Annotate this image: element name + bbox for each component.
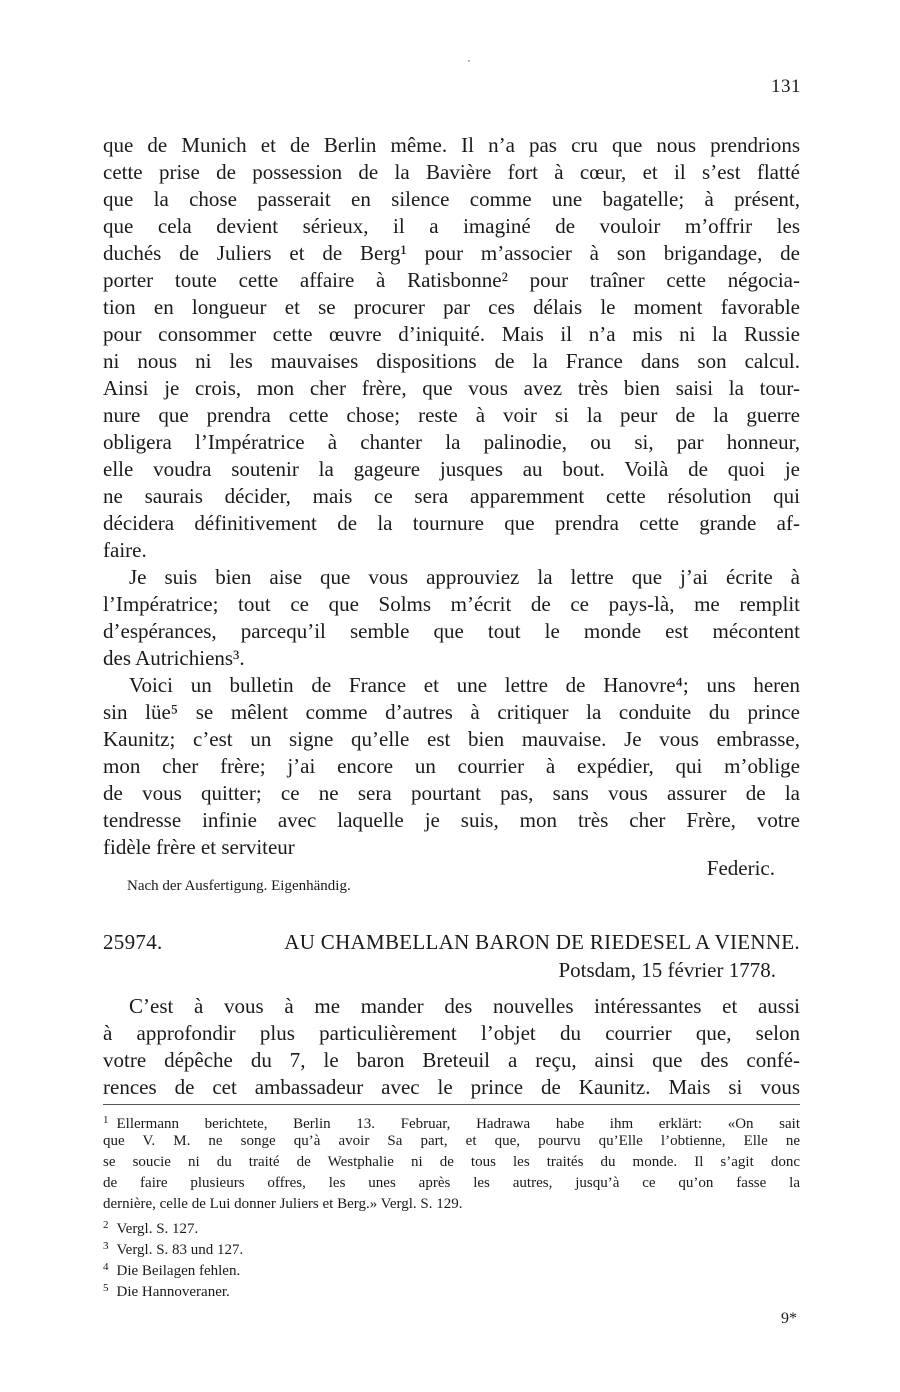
body-line: ni nous ni les mauvaises dispositions de la France dans son calcul.	[103, 349, 800, 373]
body-line: ne saurais décider, mais ce sera apparemment cette résolution qui	[103, 484, 800, 508]
body-line: des Autrichiens³.	[103, 646, 245, 670]
body-line: tion en longueur et se procurer par ces délais le moment favorable	[103, 295, 800, 319]
footnote-mark: 1	[103, 1114, 109, 1126]
body-line: mon cher frère; j’ai encore un courrier à expédier, qui m’oblige	[103, 754, 800, 778]
letter-body-previous	[103, 132, 800, 861]
printer-signature-mark: 9*	[781, 1310, 797, 1327]
footnote-mark: 4	[103, 1261, 109, 1273]
body-line: décidera définitivement de la tournure que prendra cette grande af-	[103, 511, 800, 535]
body-line: pour consommer cette œuvre d’iniquité. Mais il n’a mis ni la Russie	[103, 322, 800, 346]
place-date: Potsdam, 15 février 1778.	[558, 958, 776, 982]
body-line: que cela devient sérieux, il a imaginé de vouloir m’offrir les	[103, 214, 800, 238]
footnote-1-line: que V. M. ne songe qu’à avoir Sa part, et que, pourvu qu’Elle l’obtienne, Elle ne	[103, 1133, 800, 1149]
footnote-4	[103, 1257, 800, 1278]
footnote-1-line: dernière, celle de Lui donner Juliers et Berg.» Vergl. S. 129.	[103, 1196, 463, 1212]
body-line: de vous quitter; ce ne sera pourtant pas, sans vous assurer de la	[103, 781, 800, 805]
body-line: Kaunitz; c’est un signe qu’elle est bien mauvaise. Je vous embrasse,	[103, 727, 800, 751]
body-line: elle voudra soutenir la gageure jusques au bout. Voilà de quoi je	[103, 457, 800, 481]
footnote-1-line: de faire plusieurs offres, les unes après les autres, jusqu’à ce qu’on fasse la	[103, 1175, 800, 1191]
footnote-3	[103, 1236, 800, 1257]
footnote-text: Vergl. S. 127.	[116, 1221, 199, 1236]
body-line: que de Munich et de Berlin même. Il n’a pas cru que nous prendrions	[103, 133, 800, 157]
letter-title: AU CHAMBELLAN BARON DE RIEDESEL A VIENNE.	[284, 930, 800, 954]
body-line: obligera l’Impératrice à chanter la palinodie, ou si, par honneur,	[103, 430, 800, 454]
source-note: Nach der Ausfertigung. Eigenhändig.	[127, 878, 351, 894]
margin-dot	[468, 60, 470, 62]
footnote-1-line: se soucie ni du traité de Westphalie ni de tous les traités du monde. Il s’agit donc	[103, 1154, 800, 1170]
footnote-text: Ellermann berichtete, Berlin 13. Februar, Hadrawa habe ihm erklärt: «On sait	[116, 1116, 800, 1131]
signature: Federic.	[706, 856, 775, 880]
body-line: duchés de Juliers et de Berg¹ pour m’associer à son brigandage, de	[103, 241, 800, 265]
footnote-text: Die Hannoveraner.	[116, 1284, 230, 1299]
letter-body	[103, 993, 800, 1101]
body-line: faire.	[103, 538, 147, 562]
footnote-rule	[103, 1104, 800, 1105]
body-line: fidèle frère et serviteur	[103, 835, 295, 859]
footnote-mark: 5	[103, 1282, 109, 1294]
body-line: que la chose passerait en silence comme une bagatelle; à présent,	[103, 187, 800, 211]
letter-heading	[103, 930, 800, 955]
footnote-text: Die Beilagen fehlen.	[116, 1263, 241, 1278]
letter-line: C’est à vous à me mander des nouvelles intéressantes et aussi	[129, 994, 800, 1018]
page-number: 131	[771, 76, 801, 97]
footnote-mark: 2	[103, 1219, 109, 1231]
footnotes	[103, 1110, 800, 1299]
letter-line: votre dépêche du 7, le baron Breteuil a reçu, ainsi que des confé-	[103, 1048, 800, 1072]
body-line: l’Impératrice; tout ce que Solms m’écrit de ce pays-là, me remplit	[103, 592, 800, 616]
body-line: Je suis bien aise que vous approuviez la lettre que j’ai écrite à	[129, 565, 800, 589]
footnote-1-line	[103, 1110, 800, 1131]
body-line: sin lüe⁵ se mêlent comme d’autres à critiquer la conduite du prince	[103, 700, 800, 724]
body-line: Ainsi je crois, mon cher frère, que vous avez très bien saisi la tour-	[103, 376, 800, 400]
footnote-2	[103, 1215, 800, 1236]
footnote-5	[103, 1278, 800, 1299]
body-line: tendresse infinie avec laquelle je suis, mon très cher Frère, votre	[103, 808, 800, 832]
letter-number: 25974.	[103, 930, 163, 954]
letter-line: à approfondir plus particulièrement l’objet du courrier que, selon	[103, 1021, 800, 1045]
letter-line: rences de cet ambassadeur avec le prince de Kaunitz. Mais si vous	[103, 1075, 800, 1099]
body-line: porter toute cette affaire à Ratisbonne² pour traîner cette négocia-	[103, 268, 800, 292]
body-line: cette prise de possession de la Bavière fort à cœur, et il s’est flatté	[103, 160, 800, 184]
footnote-text: Vergl. S. 83 und 127.	[116, 1242, 244, 1257]
body-line: nure que prendra cette chose; reste à voir si la peur de la guerre	[103, 403, 800, 427]
body-line: Voici un bulletin de France et une lettre de Hanovre⁴; uns heren	[129, 673, 800, 697]
body-line: d’espérances, parcequ’il semble que tout le monde est mécontent	[103, 619, 800, 643]
footnote-mark: 3	[103, 1240, 109, 1252]
